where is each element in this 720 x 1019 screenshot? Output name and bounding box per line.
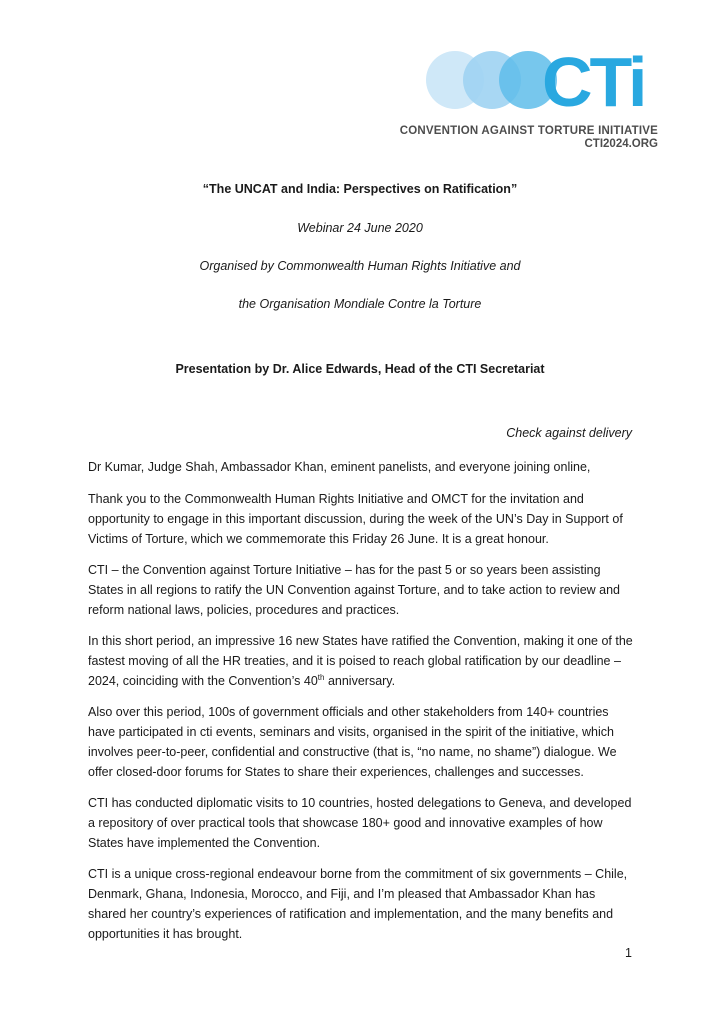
check-against-delivery: Check against delivery [506, 426, 632, 440]
organiser-line-2: the Organisation Mondiale Contre la Torture [238, 297, 482, 311]
paragraph-5: CTI has conducted diplomatic visits to 10 countries, hosted delegations to Geneva, and developed a repository of over practical tools that showcase 180+ good and innovative examples of how States have implemented the Convention. [88, 796, 632, 850]
logo-subtitle [400, 125, 658, 150]
logo-line-2: CTI2024.ORG [584, 138, 658, 150]
ordinal-suffix: th [317, 672, 325, 682]
salutation: Dr Kumar, Judge Shah, Ambassador Khan, eminent panelists, and everyone joining online, [88, 460, 591, 474]
paragraph-3 [88, 631, 636, 691]
paragraph-1: Thank you to the Commonwealth Human Rights Initiative and OMCT for the invitation and opportunity to engage in this important discussion, during the week of the UN’s Day in Support of Victims of Torture, which we commemorate this Friday 26 June. It is a great honour. [88, 492, 623, 546]
paragraph-3-end: anniversary. [324, 674, 396, 688]
cti-logo [424, 50, 658, 110]
webinar-date: Webinar 24 June 2020 [297, 221, 423, 235]
presenter-line: Presentation by Dr. Alice Edwards, Head of the CTI Secretariat [175, 362, 545, 376]
paragraph-6: CTI is a unique cross-regional endeavour borne from the commitment of six governments – Chile, Denmark, Ghana, Indonesia, Morocco, and Fiji, and I’m pleased that Ambassador Khan has shared her country’s experiences of ratification and implementation, and the many benefits and opportunities it has brought. [88, 867, 628, 941]
organiser-line-1: Organised by Commonwealth Human Rights Initiative and [199, 259, 521, 273]
paragraph-3-text: In this short period, an impressive 16 new States have ratified the Convention, making it one of the fastest moving of all the HR treaties, and it is poised to reach global ratification by our deadline – 2024, coinciding with the Convention’s 40 [88, 634, 633, 688]
speech-body [88, 457, 636, 955]
logo-line-1: CONVENTION AGAINST TORTURE INITIATIVE [399, 125, 658, 137]
page-number: 1 [625, 946, 632, 960]
document-title: “The UNCAT and India: Perspectives on Ratification” [202, 182, 518, 196]
paragraph-4: Also over this period, 100s of government officials and other stakeholders from 140+ countries have participated in cti events, seminars and visits, organised in the spirit of the initiative, which involves peer-to-peer, confidential and constructive (that is, “no name, no shame”) dialogue. We offer closed-door forums for States to share their experiences, challenges and successes. [88, 705, 617, 779]
logo-wordmark: CTi [542, 50, 645, 110]
paragraph-2: CTI – the Convention against Torture Initiative – has for the past 5 or so years been assisting States in all regions to ratify the UN Convention against Torture, and to take action to review and reform national laws, policies, procedures and practices. [88, 563, 621, 617]
